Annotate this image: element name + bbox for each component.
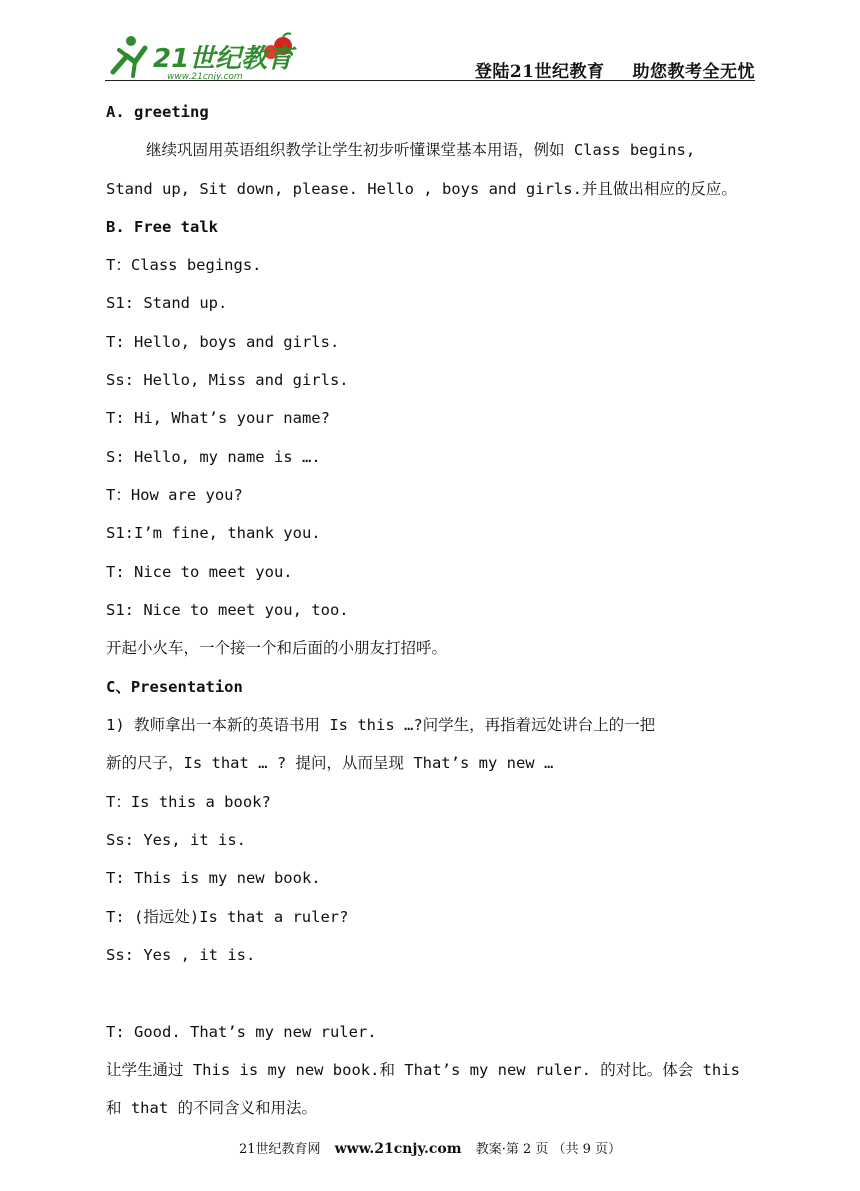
dialog-line: Ss: Yes, it is. [106, 831, 246, 849]
paragraph-a-line-2: Stand up, Sit down, please. Hello , boys and girls.并且做出相应的反应。 [106, 180, 737, 198]
footer-url-link[interactable]: www.21cnjy.com [334, 1141, 462, 1157]
tagline-right: 助您教考全无忧 [632, 62, 755, 82]
paragraph-c-line-1: 1) 教师拿出一本新的英语书用 Is this …?问学生，再指着远处讲台上的一把 [106, 716, 656, 734]
dialog-line: Ss: Yes , it is. [106, 946, 256, 964]
page-header [105, 30, 755, 82]
dialog-line: S1: Nice to meet you, too. [106, 601, 349, 619]
train-activity-note: 开起小火车，一个接一个和后面的小朋友打招呼。 [106, 639, 448, 657]
paragraph-c-line-4: 和 that 的不同含义和用法。 [106, 1099, 317, 1117]
footer-site-name: 21世纪教育网 [238, 1142, 321, 1157]
svg-text:21世纪教育: 21世纪教育 [153, 44, 294, 74]
paragraph-a-line-1: 继续巩固用英语组织教学让学生初步听懂课堂基本用语，例如 Class begins, [146, 141, 696, 159]
dialog-line: T：Class begings. [106, 256, 262, 274]
dialog-line: T: Nice to meet you. [106, 563, 293, 581]
dialog-line: T：How are you? [106, 486, 243, 504]
section-b-heading: B. Free talk [106, 218, 218, 236]
tagline-left: 登陆21世纪教育 [474, 62, 605, 82]
logo-icon [105, 32, 305, 82]
section-c-heading: C、Presentation [106, 678, 243, 696]
dialog-line: T: Good. That’s my new ruler. [106, 1023, 377, 1041]
header-divider [105, 80, 755, 81]
dialog-line: Ss: Hello, Miss and girls. [106, 371, 349, 389]
dialog-line: T: (指远处)Is that a ruler? [106, 908, 349, 926]
footer-page-info: 教案·第 2 页 （共 9 页） [475, 1142, 622, 1157]
section-a-heading: A. greeting [106, 103, 209, 121]
dialog-line: T：Is this a book? [106, 793, 271, 811]
dialog-line: T: This is my new book. [106, 869, 321, 887]
svg-text:www.21cnjy.com: www.21cnjy.com [167, 72, 243, 82]
paragraph-c-line-3: 让学生通过 This is my new book.和 That’s my new ruler. 的对比。体会 this [106, 1061, 740, 1079]
page-footer [0, 1138, 860, 1157]
dialog-line: S: Hello, my name is …. [106, 448, 321, 466]
dialog-line: S1: Stand up. [106, 294, 228, 312]
dialog-line: T: Hi, What’s your name? [106, 409, 330, 427]
paragraph-c-line-2: 新的尺子，Is that … ? 提问，从而呈现 That’s my new … [106, 754, 554, 772]
header-tagline [475, 57, 755, 82]
dialog-line: S1:I’m fine, thank you. [106, 524, 321, 542]
dialog-line: T: Hello, boys and girls. [106, 333, 340, 351]
